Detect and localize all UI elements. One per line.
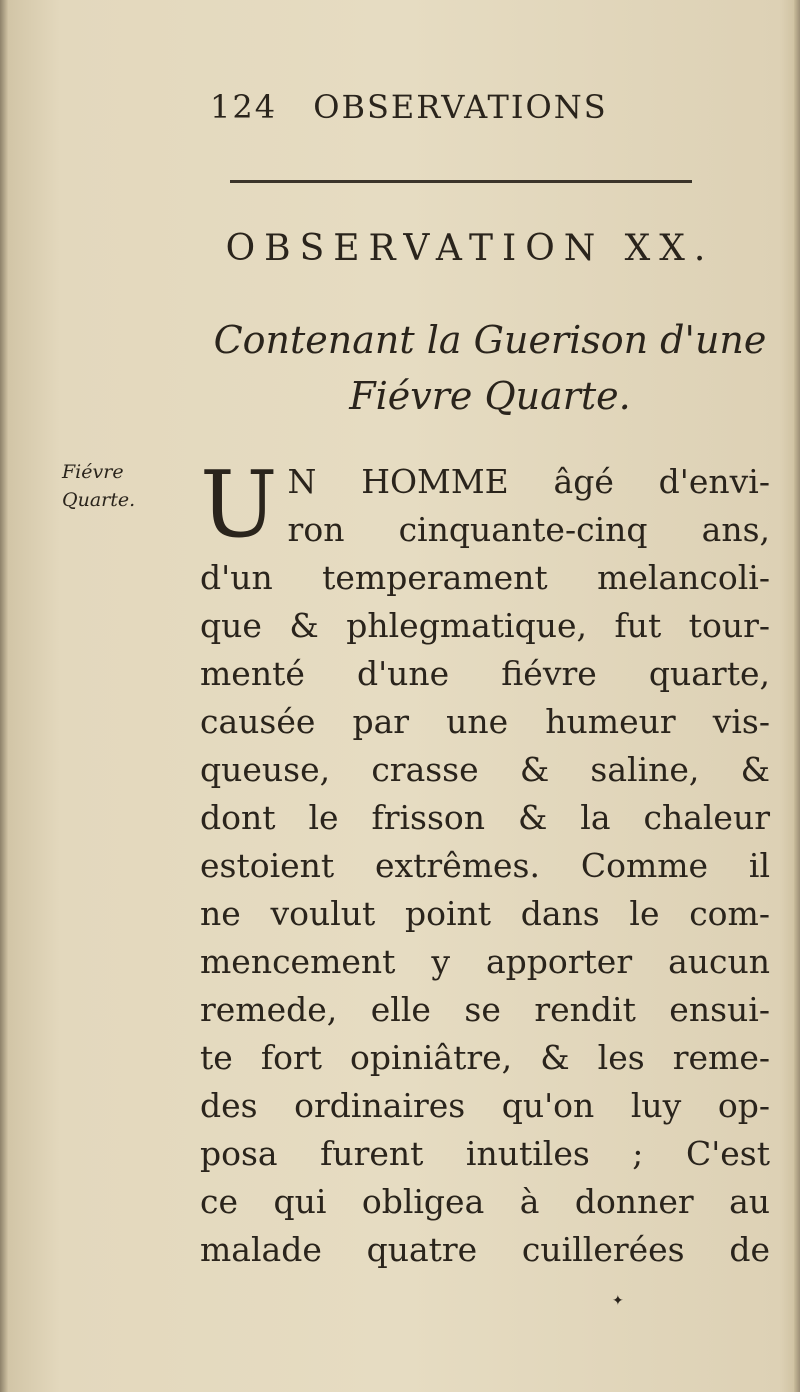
running-head xyxy=(210,88,690,138)
text-line: menté d'une fiévre quarte, xyxy=(200,654,770,693)
body-text xyxy=(200,451,770,1274)
text-line: ron cinquante-cinq ans, xyxy=(287,510,770,549)
text-line: remede, elle se rendit ensui- xyxy=(200,990,770,1029)
margin-note xyxy=(62,458,182,514)
subtitle-line-1: Contenant la Guerison d'une xyxy=(213,318,767,362)
margin-note-line-1: Fiévre xyxy=(62,461,124,483)
text-line: queuse, crasse & saline, & xyxy=(200,750,770,789)
text-line: que & phlegmatique, fut tour- xyxy=(200,606,770,645)
ink-mark-icon: ✦ xyxy=(612,1293,624,1309)
text-line: des ordinaires qu'on luy op- xyxy=(200,1086,770,1125)
text-line: te fort opiniâtre, & les reme- xyxy=(200,1038,770,1077)
page-number: 124 xyxy=(210,88,278,126)
page-right-edge xyxy=(794,0,800,1392)
text-line: estoient extrêmes. Comme il xyxy=(200,846,770,885)
margin-note-line-2: Quarte. xyxy=(62,489,136,511)
text-line: mencement y apporter aucun xyxy=(200,942,770,981)
text-line: ne voulut point dans le com- xyxy=(200,894,770,933)
text-line: d'un temperament melancoli- xyxy=(200,558,770,597)
text-line: posa furent inutiles ; C'est xyxy=(200,1134,770,1173)
observation-title: OBSERVATION XX. xyxy=(225,228,715,269)
page-left-edge xyxy=(0,0,8,1392)
text-line: dont le frisson & la chaleur xyxy=(200,798,770,837)
text-line: ce qui obligea à donner au xyxy=(200,1182,770,1221)
drop-cap: U xyxy=(200,451,278,558)
subtitle-line-2: Fiévre Quarte. xyxy=(349,374,631,418)
observation-subtitle xyxy=(180,312,800,424)
text-line: N HOMME âgé d'envi- xyxy=(287,462,770,501)
text-line: causée par une humeur vis- xyxy=(200,702,770,741)
running-head-title: OBSERVATIONS xyxy=(313,88,608,126)
text-line: malade quatre cuillerées de xyxy=(200,1230,770,1269)
header-rule xyxy=(230,180,692,183)
